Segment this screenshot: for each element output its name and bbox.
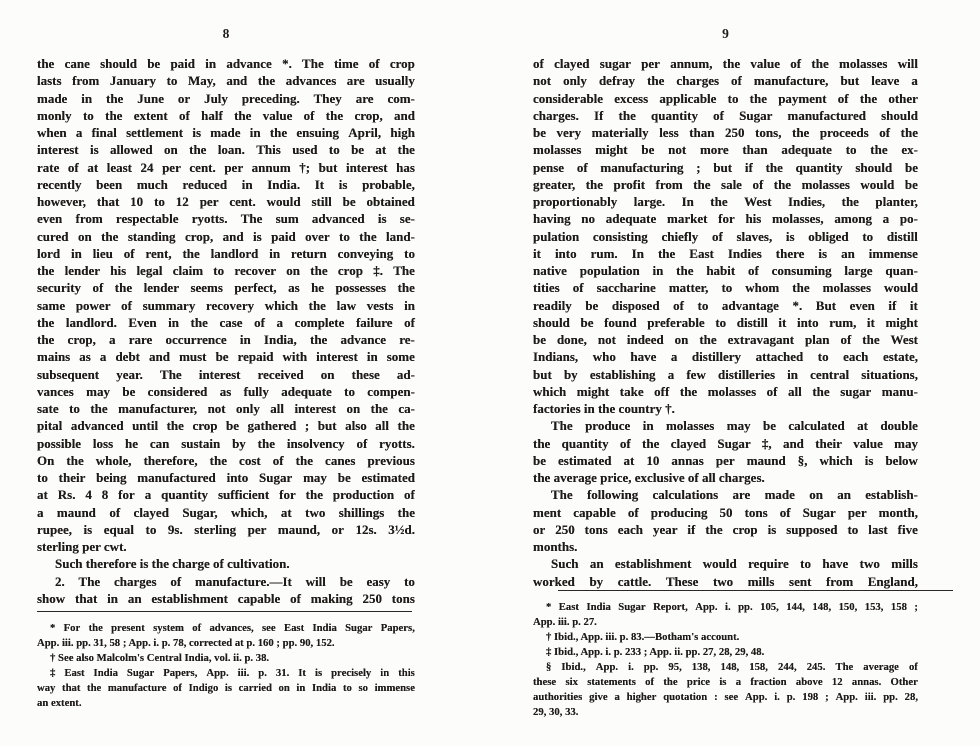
text-line: rate of at least 24 per cent. per annum †; but interest has	[37, 159, 415, 175]
text-line: Such therefore is the charge of cultivation.	[55, 556, 290, 572]
text-line: mains as a debt and must be repaid with interest in some	[37, 349, 415, 365]
text-line: not only defray the charges of manufacture, but leave a	[533, 73, 918, 89]
text-line: possible loss he can sustain by the insolvency of ryotts.	[37, 435, 415, 451]
text-line: tities of saccharine matter, to whom the molasses would	[533, 280, 918, 296]
text-line: security of the lender seems perfect, as he possesses the	[37, 280, 415, 296]
text-line: vances may be considered as fully adequate to compen-	[37, 383, 415, 399]
text-line: native population in the habit of consuming large quan-	[533, 263, 918, 278]
text-line: be estimated at 10 annas per maund §, which is below	[533, 452, 918, 468]
text-line: molasses might be not more than adequate to the ex-	[533, 142, 918, 158]
page-9-footnotes	[533, 600, 918, 721]
text-line: Such an establishment would require to have two mills	[551, 556, 918, 572]
text-line: ‡ East India Sugar Papers, App. iii. p. 31. It is precisely in this	[50, 667, 415, 680]
text-line: pital advanced until the crop be gathered ; but also all the	[37, 418, 415, 434]
text-line: § Ibid., App. i. pp. 95, 138, 148, 158, 244, 245. The average of	[546, 661, 918, 674]
text-line: monly to the extent of half the value of the crop, and	[37, 107, 415, 123]
page-number-right: 9	[722, 26, 729, 41]
text-line: 2. The charges of manufacture.—It will be easy to	[55, 573, 415, 589]
text-line: † Ibid., App. iii. p. 83.—Botham's account.	[546, 630, 740, 643]
text-line: cured on the standing crop, and is paid over to the land-	[37, 228, 415, 244]
text-line: recently been much reduced in India. It is probable,	[37, 176, 415, 192]
text-line: at Rs. 4 8 for a quantity sufficient for the production of	[37, 487, 415, 503]
text-line: worked by cattle. These two mills sent from England,	[533, 573, 918, 589]
text-line: readily be disposed of to advantage *. But even if it	[533, 297, 918, 313]
text-line: pense of manufacturing ; but if the quantity should be	[533, 159, 918, 175]
text-line: 29, 30, 33.	[533, 706, 579, 719]
page-number-left: 8	[222, 26, 230, 41]
text-line: interest is allowed on the loan. This used to be at the	[37, 142, 415, 158]
page-8	[37, 26, 415, 712]
text-line: same power of summary recovery which the law vests in	[37, 297, 415, 313]
text-line: which might take off the molasses of all the sugar manu-	[533, 383, 918, 399]
text-line: considerable excess applicable to the payment of the other	[533, 90, 918, 106]
text-line: to their being manufactured into Sugar may be estimated	[37, 470, 415, 485]
text-line: the average price, exclusive of all charges.	[533, 470, 765, 485]
text-line: pulation consisting chiefly of slaves, is obliged to distill	[533, 228, 918, 244]
page-8-footnotes	[37, 621, 415, 712]
text-line: when a final settlement is made in the ensuing April, high	[37, 125, 415, 140]
text-line: lord in lieu of rent, the landlord in return conveying to	[37, 245, 415, 261]
text-line: however, that 10 to 12 per cent. would still be obtained	[37, 194, 415, 209]
text-line: the quantity of the clayed Sugar ‡, and their value may	[533, 435, 918, 451]
footnote-separator-left	[37, 611, 412, 612]
text-line: charges. If the quantity of Sugar manufactured should	[533, 107, 918, 123]
text-line: subsequent year. The interest received on these ad-	[37, 366, 415, 382]
footnote-separator-right	[558, 590, 953, 591]
text-line: greater, the profit from the sale of the molasses would be	[533, 176, 918, 192]
text-line: lasts from January to May, and the advances are usually	[37, 73, 415, 89]
text-line: an extent.	[37, 697, 82, 710]
text-line: the crop, a rare occurrence in India, the advance re-	[37, 332, 415, 347]
text-line: † See also Malcolm's Central India, vol. ii. p. 38.	[50, 652, 270, 665]
page-9-body-text	[533, 55, 918, 590]
text-line: made in the June or July preceding. They are com-	[37, 90, 415, 106]
text-line: * For the present system of advances, see East India Sugar Papers,	[50, 622, 415, 634]
text-line: App. iii. pp. 31, 58 ; App. i. p. 78, corrected at p. 160 ; pp. 90, 152.	[37, 637, 335, 650]
text-line: the lender his legal claim to recover on the crop ‡. The	[37, 263, 415, 278]
text-line: factories in the country †.	[533, 401, 675, 416]
text-line: but by establishing a few distilleries in central situations,	[533, 366, 918, 382]
text-line: ‡ Ibid., App. i. p. 233 ; App. ii. pp. 27, 28, 29, 48.	[546, 646, 765, 659]
text-line: show that in an establishment capable of making 250 tons	[37, 590, 415, 606]
text-line: sterling per cwt.	[37, 539, 127, 554]
text-line: months.	[533, 539, 578, 554]
text-line: it into rum. In the East Indies there is an immense	[533, 245, 918, 261]
text-line: even from respectable ryotts. The sum advanced is se-	[37, 211, 415, 227]
text-line: authorities give a higher quotation : see App. i. p. 198 ; App. iii. pp. 28,	[533, 691, 918, 704]
text-line: The produce in molasses may be calculated at double	[551, 418, 918, 434]
text-line: should be found preferable to distill it into rum, it might	[533, 314, 918, 330]
text-line: be very materially less than 250 tons, the proceeds of the	[533, 125, 918, 140]
text-line: ment capable of producing 50 tons of Sugar per month,	[533, 504, 918, 520]
text-line: rupee, is equal to 9s. sterling per maund, or 12s. 3½d.	[37, 521, 415, 537]
page-9	[533, 26, 918, 721]
text-line: The following calculations are made on an establish-	[551, 487, 918, 503]
text-line: be done, not indeed on the extravagant plan of the West	[533, 332, 918, 347]
text-line: the landlord. Even in the case of a complete failure of	[37, 314, 415, 330]
text-line: way that the manufacture of Indigo is carried on in India to so immense	[37, 682, 415, 695]
text-line: having no adequate market for his molasses, among a po-	[533, 211, 918, 227]
text-line: these six statements of the price is a fraction above 12 annas. Other	[533, 676, 918, 689]
text-line: the cane should be paid in advance *. The time of crop	[37, 56, 415, 71]
text-line: * East India Sugar Report, App. i. pp. 105, 144, 148, 150, 153, 158 ;	[546, 600, 918, 613]
text-line: Indians, who have a distillery attached to each estate,	[533, 349, 918, 365]
text-line: or 250 tons each year if the crop is supposed to last five	[533, 521, 918, 537]
text-line: of clayed sugar per annum, the value of the molasses will	[533, 56, 918, 71]
text-line: App. iii. p. 27.	[533, 615, 597, 628]
text-line: sate to the manufacturer, not only all interest on the ca-	[37, 401, 415, 416]
text-line: proportionably large. In the West Indies, the planter,	[533, 194, 918, 209]
text-line: a maund of clayed Sugar, which, at two shillings the	[37, 504, 415, 520]
page-8-body-text	[37, 55, 415, 607]
text-line: On the whole, therefore, the cost of the canes previous	[37, 452, 415, 468]
